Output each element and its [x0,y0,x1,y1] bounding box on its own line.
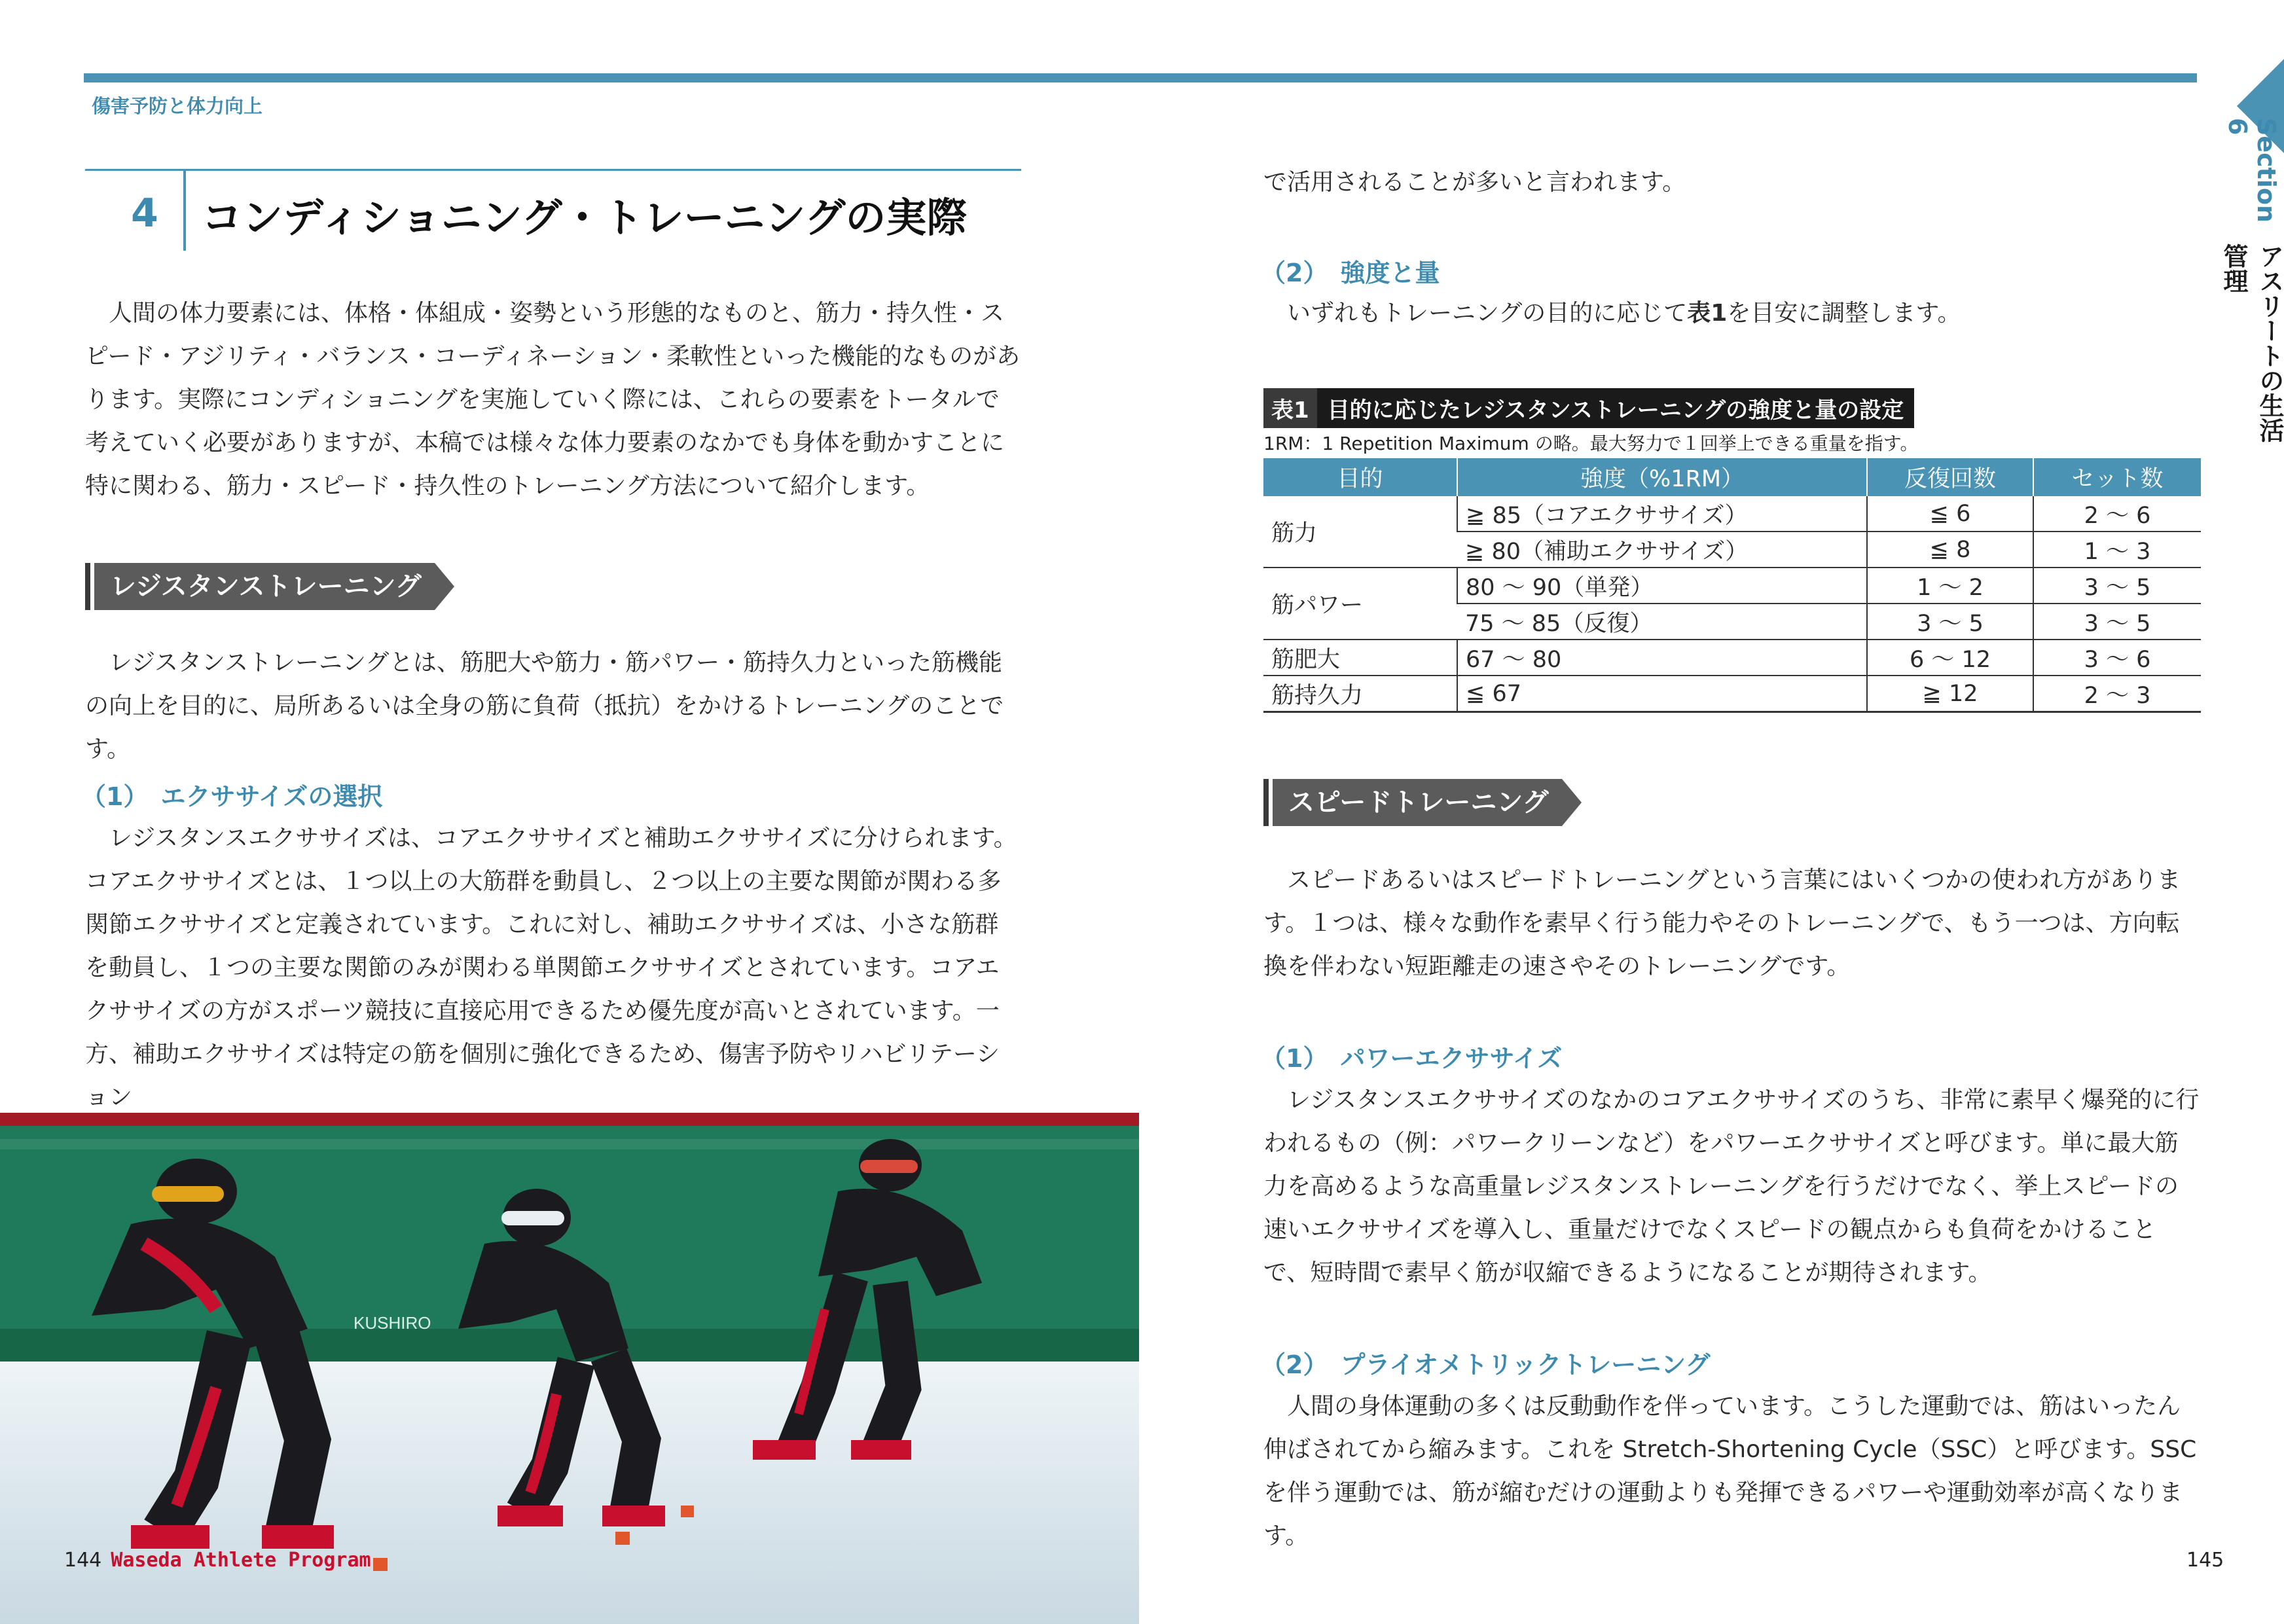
purpose-cell: 筋パワー [1263,568,1457,640]
table-note: 1RM：1 Repetition Maximum の略。最大努力で１回挙上できる重量を指す。 [1263,433,1919,454]
left-footer [64,1549,371,1572]
reps-cell: 1 〜 2 [1867,568,2033,604]
header-rule [84,73,2197,82]
chapter-number: 4 [131,190,158,236]
intensity-text-before: いずれもトレーニングの目的に応じて [1287,300,1688,327]
intro-paragraph [85,292,1021,508]
exercise-selection-heading: （1） エクササイズの選択 [81,782,383,811]
table-reference: 表1 [1687,300,1728,327]
exercise-selection-text: レジスタンスエクササイズは、コアエクササイズと補助エクササイズに分けられます。コアエクササイズとは、１つ以上の大筋群を動員し、２つ以上の主要な関節が関わる多関節エクササイズと定義されています。これに対し、補助エクササイズは、小さな筋群を動員し、１つの主要な関節のみが関わる単関節エクササイズとされています。コアエクササイズの方がスポーツ競技に直接応用できるため優先度が高いとされています。一方、補助エクササイズは特定の筋を個別に強化できるため、傷害予防やリハビリテーション [85,825,1017,1111]
reps-cell: ≧ 12 [1867,676,2033,712]
speed-skaters-photo [0,1113,1139,1624]
reps-cell: ≦ 8 [1867,532,2033,568]
resistance-intro [85,641,1021,771]
intensity-cell: 67 〜 80 [1457,640,1867,676]
running-head: 傷害予防と体力向上 [92,95,263,117]
continued-text: で活用されることが多いと言われます。 [1263,169,1686,196]
banner-arrow [1562,779,1582,826]
purpose-cell: 筋力 [1263,496,1457,568]
left-page-number: 144 [64,1549,102,1572]
purpose-cell: 筋肥大 [1263,640,1457,676]
intensity-volume-paragraph [1263,292,2200,335]
speed-banner [1263,779,1582,826]
table-title: 目的に応じたレジスタンストレーニングの強度と量の設定 [1317,388,1914,428]
plyometric-paragraph [1263,1385,2200,1558]
sets-cell: 1 〜 3 [2033,532,2201,568]
reps-cell: ≦ 6 [1867,496,2033,532]
intensity-cell: ≦ 67 [1457,676,1867,712]
sets-cell: 2 〜 3 [2033,676,2201,712]
banner-bar [85,563,90,610]
exercise-selection-paragraph [85,817,1021,1119]
intensity-text-after: を目安に調整します。 [1727,300,1961,327]
intensity-volume-text [1263,292,2200,335]
intro-text: 人間の体力要素には、体格・体組成・姿勢という形態的なものと、筋力・持久性・スピード・アジリティ・バランス・コーディネーション・柔軟性といった機能的なものがあります。実際にコンディショニングを実施していく際には、これらの要素をトータルで考えていく必要がありますが、本稿では様々な体力要素のなかでも身体を動かすことに特に関わる、筋力・スピード・持久性のトレーニング方法について紹介します。 [85,300,1021,499]
table-row [1263,676,2201,712]
rink-banner-text: KUSHIRO [353,1313,431,1333]
side-tab-title: アスリートの生活管理 [2219,244,2284,443]
intensity-volume-heading: （2） 強度と量 [1261,259,1440,287]
col-header-intensity: 強度（%1RM） [1457,458,1867,496]
chapter-divider [183,171,186,251]
plyometric-text: 人間の身体運動の多くは反動動作を伴っています。こうした運動では、筋はいったん伸ばされてから縮みます。これを Stretch-Shortening Cycle（SSC）と呼びます。SSC を伴う運動では、筋が縮むだけの運動よりも発揮できるパワーや運動効率が高くなります。 [1263,1393,2197,1549]
resistance-banner [85,563,454,610]
resistance-banner-label: レジスタンストレーニング [94,563,435,610]
speed-banner-label: スピードトレーニング [1273,779,1562,826]
sets-cell: 3 〜 6 [2033,640,2201,676]
side-tab [2219,118,2284,458]
reps-cell: 6 〜 12 [1867,640,2033,676]
right-page-number: 145 [2186,1549,2224,1572]
power-exercise-heading: （1） パワーエクササイズ [1261,1044,1563,1073]
intensity-cell: ≧ 80（補助エクササイズ） [1457,532,1867,568]
speed-intro-text: スピードあるいはスピードトレーニングという言葉にはいくつかの使われ方があります。１つは、様々な動作を素早く行う能力やそのトレーニングで、もう一つは、方向転換を伴わない短距離走の速さやそのトレーニングです。 [1263,867,2181,980]
sets-cell: 2 〜 6 [2033,496,2201,532]
side-tab-section: Section 6 [2223,118,2281,223]
continued-paragraph [1263,161,2200,204]
training-table [1263,458,2201,713]
purpose-cell: 筋持久力 [1263,676,1457,712]
table-row [1263,640,2201,676]
table-row [1263,496,2201,532]
chapter-heading [85,169,1021,251]
col-header-sets: セット数 [2033,458,2201,496]
table-label: 表1 [1263,388,1317,428]
sets-cell: 3 〜 5 [2033,568,2201,604]
footer-brand: Waseda Athlete Program [111,1549,371,1572]
intensity-cell: ≧ 85（コアエクササイズ） [1457,496,1867,532]
speed-intro [1263,859,2200,988]
intensity-cell: 75 〜 85（反復） [1457,604,1867,640]
intensity-cell: 80 〜 90（単発） [1457,568,1867,604]
table-header-row [1263,458,2201,496]
power-exercise-paragraph [1263,1079,2200,1295]
banner-arrow [435,563,454,610]
banner-bar [1263,779,1269,826]
power-exercise-text: レジスタンスエクササイズのなかのコアエクササイズのうち、非常に素早く爆発的に行われるもの（例：パワークリーンなど）をパワーエクササイズと呼びます。単に最大筋力を高めるような高重量レジスタンストレーニングを行うだけでなく、挙上スピードの速いエクササイズを導入し、重量だけでなくスピードの観点からも負荷をかけることで、短時間で素早く筋が収縮できるようになることが期待されます。 [1263,1087,2200,1286]
resistance-intro-text: レジスタンストレーニングとは、筋肥大や筋力・筋パワー・筋持久力といった筋機能の向上を目的に、局所あるいは全身の筋に負荷（抵抗）をかけるトレーニングのことです。 [85,649,1004,763]
col-header-reps: 反復回数 [1867,458,2033,496]
plyometric-heading: （2） プライオメトリックトレーニング [1261,1350,1711,1379]
sets-cell: 3 〜 5 [2033,604,2201,640]
table-row [1263,568,2201,604]
col-header-purpose: 目的 [1263,458,1457,496]
reps-cell: 3 〜 5 [1867,604,2033,640]
table-caption [1263,390,1914,425]
chapter-title: コンディショニング・トレーニングの実際 [202,194,968,242]
